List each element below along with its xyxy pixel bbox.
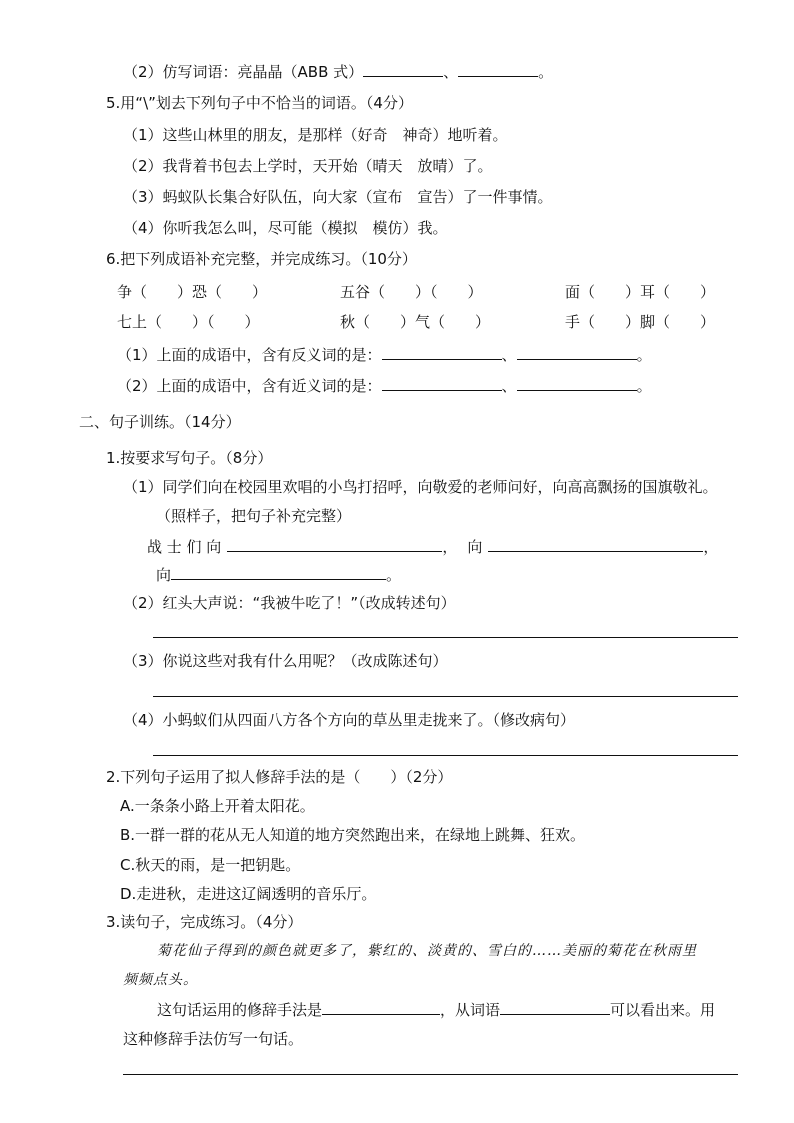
q5-title: 5.用“\”划去下列句子中不恰当的词语。（4分） <box>106 94 413 112</box>
q4-item2: （2）仿写词语：亮晶晶（ABB 式） 、 。 <box>123 63 554 81</box>
idiom-item: 五谷（ ）（ ） <box>340 283 483 301</box>
answer-line[interactable] <box>153 637 738 638</box>
s2-q1-fill-line1: 战 士 们 向 ， 向 ， <box>147 538 719 556</box>
option-item: D.走进秋，走进这辽阔透明的音乐厅。 <box>120 885 377 903</box>
answer-line[interactable] <box>153 696 738 697</box>
s2-q1-title: 1.按要求写句子。（8分） <box>106 449 273 467</box>
idiom-item: 面（ ）耳（ ） <box>565 283 716 301</box>
s2-q3-ask: 这句话运用的修辞手法是 ，从词语 可以看出来。用 <box>157 1001 716 1019</box>
answer-blank[interactable] <box>382 345 502 360</box>
quote-line: 频频点头。 <box>123 972 198 988</box>
s2-q1-fill-line2: 向 。 <box>156 566 402 584</box>
s2-q1-item4: （4）小蚂蚁们从四面八方各个方向的草丛里走拢来了。（修改病句） <box>123 711 576 729</box>
answer-blank[interactable] <box>171 565 386 580</box>
answer-line[interactable] <box>153 755 738 756</box>
q4-item2-text: （2）仿写词语：亮晶晶（ABB 式） <box>123 63 364 81</box>
answer-blank[interactable] <box>363 62 443 77</box>
idiom-item: 秋（ ）气（ ） <box>340 313 491 331</box>
idiom-item: 争（ ）恐（ ） <box>117 283 268 301</box>
q5-item: （2）我背着书包去上学时，天开始（晴天 放晴）了。 <box>123 157 493 175</box>
q6-sub2: （2）上面的成语中，含有近义词的是： 、 。 <box>117 377 652 395</box>
answer-blank[interactable] <box>488 537 703 552</box>
q5-item: （3）蚂蚁队长集合好队伍，向大家（宣布 宣告）了一件事情。 <box>123 188 553 206</box>
q6-sub1: （1）上面的成语中，含有反义词的是： 、 。 <box>117 346 652 364</box>
answer-blank[interactable] <box>500 1000 610 1015</box>
answer-blank[interactable] <box>322 1000 440 1015</box>
quote-line: 菊花仙子得到的颜色就更多了，紫红的、淡黄的、雪白的……美丽的菊花在秋雨里 <box>157 943 697 959</box>
option-item: B.一群一群的花从无人知道的地方突然跑出来，在绿地上跳舞、狂欢。 <box>120 826 586 844</box>
answer-blank[interactable] <box>517 345 637 360</box>
answer-blank[interactable] <box>517 376 637 391</box>
answer-blank[interactable] <box>458 62 538 77</box>
q5-item: （1）这些山林里的朋友，是那样（好奇 神奇）地听着。 <box>123 126 508 144</box>
s2-q3-ask-line2: 这种修辞手法仿写一句话。 <box>123 1030 304 1048</box>
s2-q1-item1-note: （照样子，把句子补充完整） <box>156 507 352 525</box>
option-item: A.一条条小路上开着太阳花。 <box>120 797 315 815</box>
idiom-item: 七上（ ）（ ） <box>117 313 260 331</box>
s2-q3-title: 3.读句子，完成练习。（4分） <box>106 913 303 931</box>
s2-q2-title: 2.下列句子运用了拟人修辞手法的是（ ）（2分） <box>106 768 453 786</box>
idiom-item: 手（ ）脚（ ） <box>565 313 716 331</box>
s2-q1-item3: （3）你说这些对我有什么用呢？（改成陈述句） <box>123 652 448 670</box>
q5-item: （4）你听我怎么叫，尽可能（模拟 模仿）我。 <box>123 219 448 237</box>
option-item: C.秋天的雨，是一把钥匙。 <box>120 856 301 874</box>
answer-line[interactable] <box>123 1074 738 1075</box>
section-title: 二、句子训练。（14分） <box>79 413 241 431</box>
answer-blank[interactable] <box>382 376 502 391</box>
s2-q1-item2: （2）红头大声说：“我被牛吃了！”（改成转述句） <box>123 594 456 612</box>
answer-blank[interactable] <box>227 537 442 552</box>
s2-q1-item1: （1）同学们向在校园里欢唱的小鸟打招呼，向敬爱的老师问好，向高高飘扬的国旗敬礼。 <box>123 478 718 496</box>
q6-title: 6.把下列成语补充完整，并完成练习。（10分） <box>106 250 417 268</box>
